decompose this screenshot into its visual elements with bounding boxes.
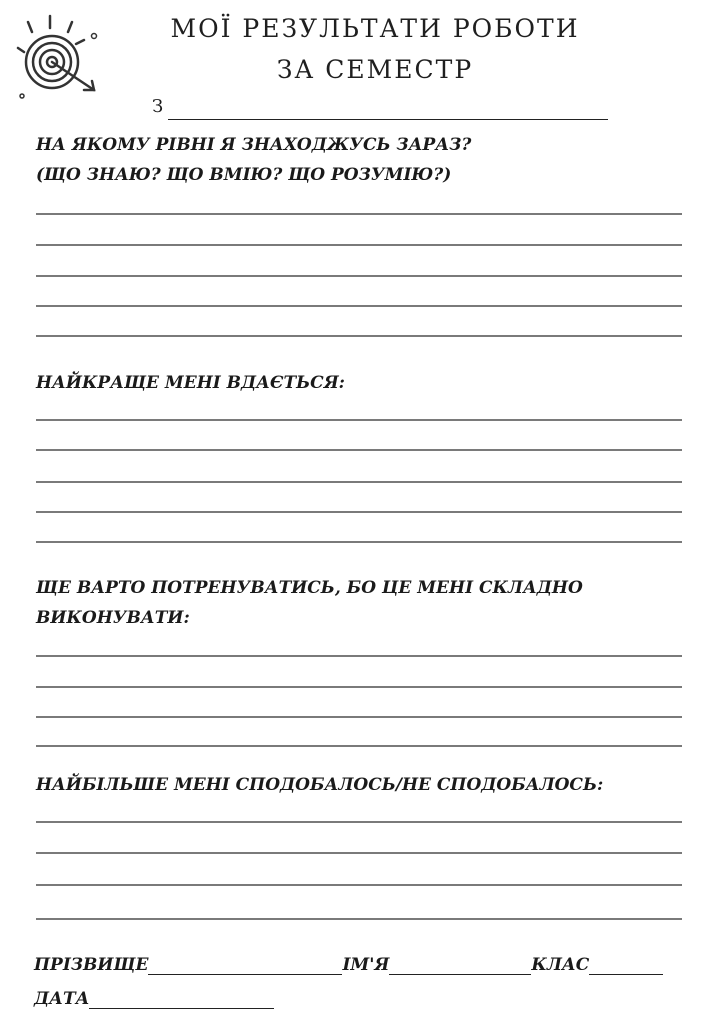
answer-line[interactable]: [36, 821, 682, 823]
date-label: ДАТА: [34, 989, 90, 1009]
answer-line[interactable]: [36, 655, 682, 657]
answer-line[interactable]: [36, 244, 682, 246]
answer-line[interactable]: [36, 918, 682, 920]
section-2-heading: НАЙКРАЩЕ МЕНІ ВДАЄТЬСЯ:: [36, 373, 345, 393]
name-field[interactable]: [389, 956, 531, 975]
subject-blank-line: [168, 119, 608, 120]
answer-line[interactable]: [36, 511, 682, 513]
name-label: ІМ'Я: [342, 955, 390, 975]
answer-line[interactable]: [36, 449, 682, 451]
answer-line[interactable]: [36, 213, 682, 215]
surname-label: ПРІЗВИЩЕ: [34, 955, 149, 975]
answer-line[interactable]: [36, 541, 682, 543]
answer-line[interactable]: [36, 686, 682, 688]
footer-date-row: [34, 989, 684, 1009]
answer-line[interactable]: [36, 716, 682, 718]
target-arrow-icon: [10, 8, 106, 104]
subject-prefix: З: [152, 96, 164, 117]
answer-line[interactable]: [36, 335, 682, 337]
date-field[interactable]: [89, 990, 274, 1009]
answer-line[interactable]: [36, 419, 682, 421]
section-4-heading: НАЙБІЛЬШЕ МЕНІ СПОДОБАЛОСЬ/НЕ СПОДОБАЛОСЬ:: [36, 775, 604, 795]
section-1-heading: НА ЯКОМУ РІВНІ Я ЗНАХОДЖУСЬ ЗАРАЗ? (ЩО ЗНАЮ? ЩО ВМІЮ? ЩО РОЗУМІЮ?): [36, 135, 472, 185]
answer-line[interactable]: [36, 884, 682, 886]
answer-line[interactable]: [36, 481, 682, 483]
subject-field[interactable]: [152, 96, 608, 122]
class-label: КЛАС: [531, 955, 590, 975]
footer-identity-row: [34, 955, 684, 975]
answer-line[interactable]: [36, 745, 682, 747]
answer-line[interactable]: [36, 852, 682, 854]
answer-line[interactable]: [36, 305, 682, 307]
class-field[interactable]: [589, 956, 663, 975]
page-subtitle: ЗА СЕМЕСТР: [276, 55, 474, 84]
answer-line[interactable]: [36, 275, 682, 277]
section-3-heading: ЩЕ ВАРТО ПОТРЕНУВАТИСЬ, БО ЦЕ МЕНІ СКЛАДНО ВИКОНУВАТИ:: [36, 578, 583, 628]
surname-field[interactable]: [148, 956, 342, 975]
page-title: МОЇ РЕЗУЛЬТАТИ РОБОТИ: [170, 14, 580, 43]
